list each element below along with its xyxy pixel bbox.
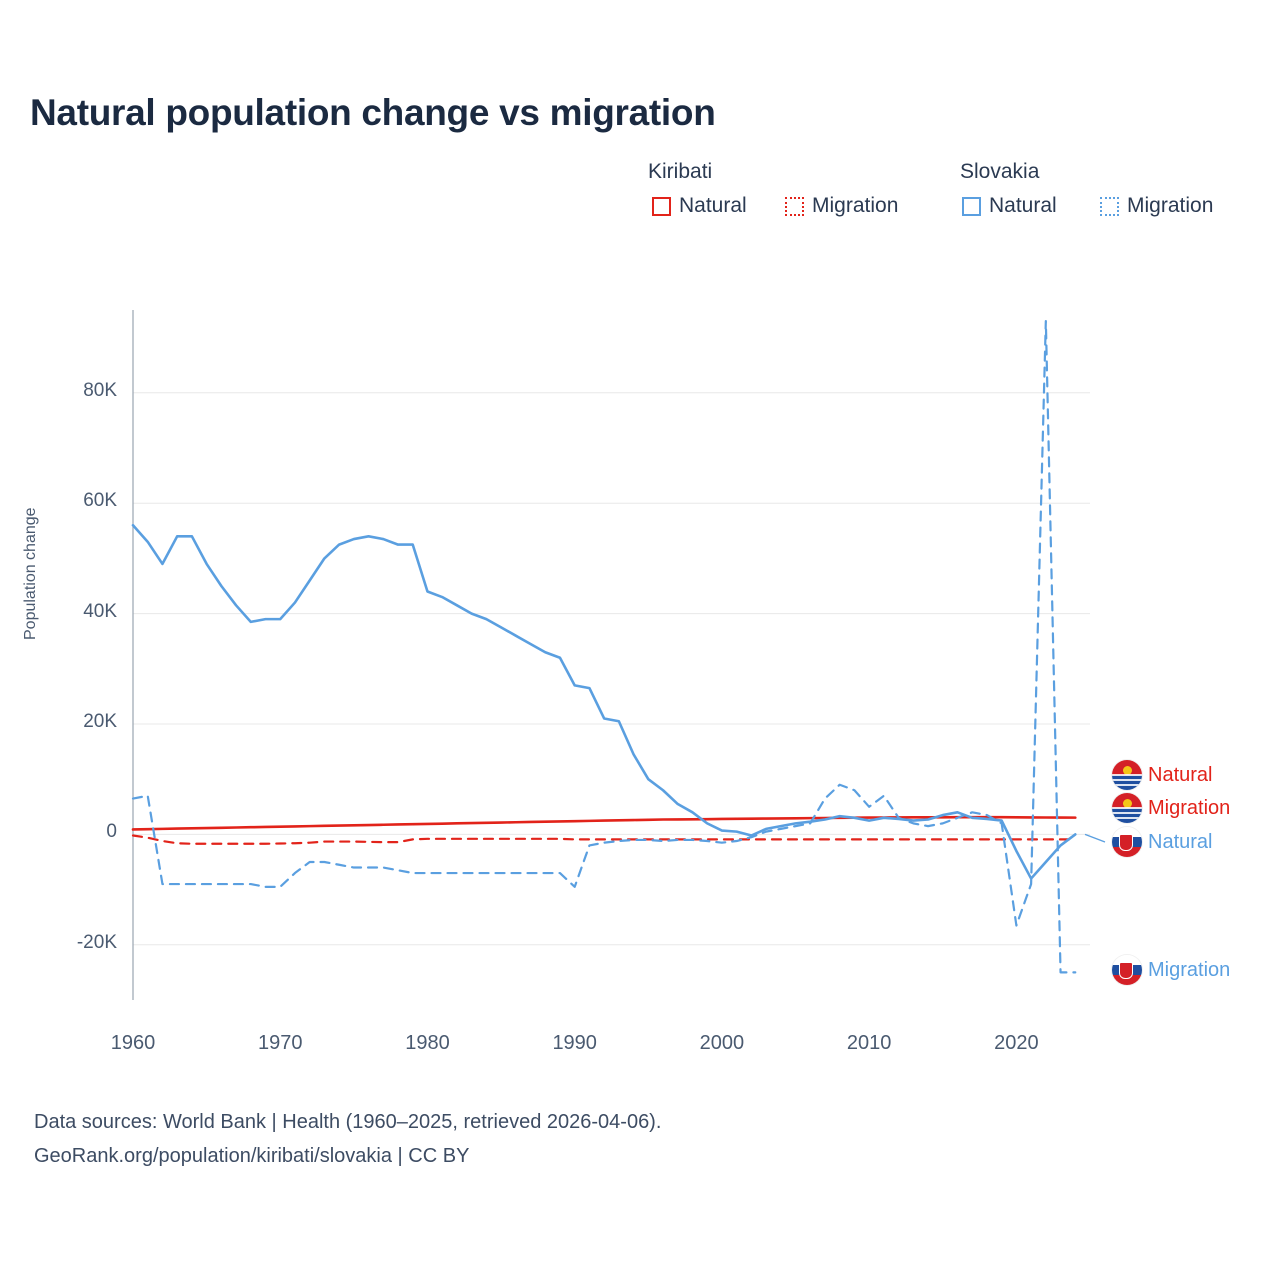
x-axis-tick-label: 1970 xyxy=(257,1032,303,1054)
legend-group-slovakia: Slovakia xyxy=(960,160,1040,183)
y-axis-tick-label: 0 xyxy=(106,821,117,843)
series-end-label-text: Natural xyxy=(1148,830,1213,853)
footer xyxy=(34,1105,661,1173)
series-end-label-text: Natural xyxy=(1148,763,1213,786)
legend-label: Natural xyxy=(679,194,747,217)
series-end-label-slovakia-natural[interactable] xyxy=(1112,827,1212,857)
legend-label: Migration xyxy=(1127,194,1214,217)
series-end-label-text: Migration xyxy=(1148,796,1231,819)
legend-group-kiribati: Kiribati xyxy=(648,160,713,183)
x-axis-tick-label: 2020 xyxy=(994,1032,1039,1054)
page-title: Natural population change vs migration xyxy=(30,92,716,133)
kiribati-flag-icon xyxy=(1112,760,1142,790)
series-line-slovakia-migration xyxy=(133,321,1075,972)
x-axis-tick-label: 2010 xyxy=(846,1032,892,1054)
y-axis-tick-label: 60K xyxy=(83,490,117,512)
x-axis-tick-label: 1960 xyxy=(110,1032,156,1054)
x-axis-tick-label: 1990 xyxy=(552,1032,597,1054)
kiribati-flag-icon xyxy=(1112,793,1142,823)
slovakia-flag-icon xyxy=(1112,955,1142,985)
y-axis-tick-label: -20K xyxy=(76,931,117,953)
label-connector-line xyxy=(1085,834,1105,842)
series-end-label-slovakia-migration[interactable] xyxy=(1112,955,1230,985)
y-axis-tick-label: 80K xyxy=(83,379,117,401)
legend-label: Migration xyxy=(812,194,899,217)
series-end-label-kiribati-natural[interactable] xyxy=(1112,760,1212,790)
series-end-label-text: Migration xyxy=(1148,958,1231,981)
y-axis-tick-label: 20K xyxy=(83,711,117,732)
x-axis-tick-label: 2000 xyxy=(699,1032,745,1054)
footer-data-sources: Data sources: World Bank | Health (1960–2025, retrieved 2026-04-06). xyxy=(34,1111,662,1133)
slovakia-flag-icon xyxy=(1112,827,1142,857)
x-axis-tick-label: 1980 xyxy=(405,1032,450,1054)
y-axis-tick-label: 40K xyxy=(83,600,117,622)
legend-label: Natural xyxy=(989,194,1057,217)
series-end-label-kiribati-migration[interactable] xyxy=(1112,793,1230,823)
y-axis-title: Population change xyxy=(22,507,39,640)
footer-attribution: GeoRank.org/population/kiribati/slovakia | CC BY xyxy=(34,1145,470,1167)
